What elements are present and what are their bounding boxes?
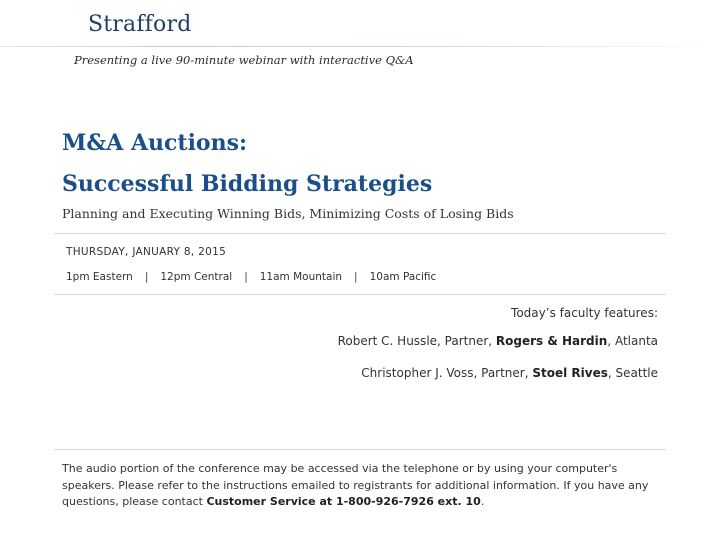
title-line-1: M&A Auctions: (62, 130, 248, 156)
time-eastern: 1pm Eastern (66, 271, 133, 283)
faculty-member (338, 334, 658, 348)
faculty-name: Christopher J. Voss, Partner, (361, 366, 533, 380)
time-pacific: 10am Pacific (369, 271, 437, 283)
faculty-location: , Seattle (607, 366, 658, 380)
webinar-tagline: Presenting a live 90-minute webinar with interactive Q&A (74, 53, 414, 67)
header-divider (0, 46, 720, 47)
footer-end: . (480, 495, 485, 508)
faculty-name: Robert C. Hussle, Partner, (337, 334, 496, 348)
faculty-firm: Stoel Rives (532, 366, 608, 380)
time-separator: | (244, 271, 248, 283)
divider-bottom (54, 449, 666, 450)
footer-note (62, 461, 662, 511)
strafford-logo: Strafford (88, 12, 192, 37)
time-separator: | (144, 271, 149, 283)
webinar-date: THURSDAY, JANUARY 8, 2015 (66, 246, 227, 258)
time-central: 12pm Central (160, 271, 233, 283)
time-separator: | (354, 271, 358, 283)
title-line-2: Successful Bidding Strategies (62, 171, 433, 197)
customer-service-contact: Customer Service at 1-800-926-7926 ext. 10 (206, 495, 481, 508)
time-zones (66, 271, 436, 283)
faculty-member (361, 366, 658, 380)
faculty-location: , Atlanta (607, 334, 658, 348)
divider-top (54, 233, 666, 234)
faculty-heading: Today’s faculty features: (511, 306, 658, 320)
faculty-firm: Rogers & Hardin (495, 334, 608, 348)
footer-text: The audio portion of the conference may be accessed via the telephone or by using your computer's speakers. Please refer to the instructions emailed to registrants for additional information. If you have any questions, please contact (62, 462, 649, 508)
divider-middle (54, 294, 666, 295)
time-mountain: 11am Mountain (259, 271, 343, 283)
subtitle: Planning and Executing Winning Bids, Minimizing Costs of Losing Bids (62, 206, 514, 221)
